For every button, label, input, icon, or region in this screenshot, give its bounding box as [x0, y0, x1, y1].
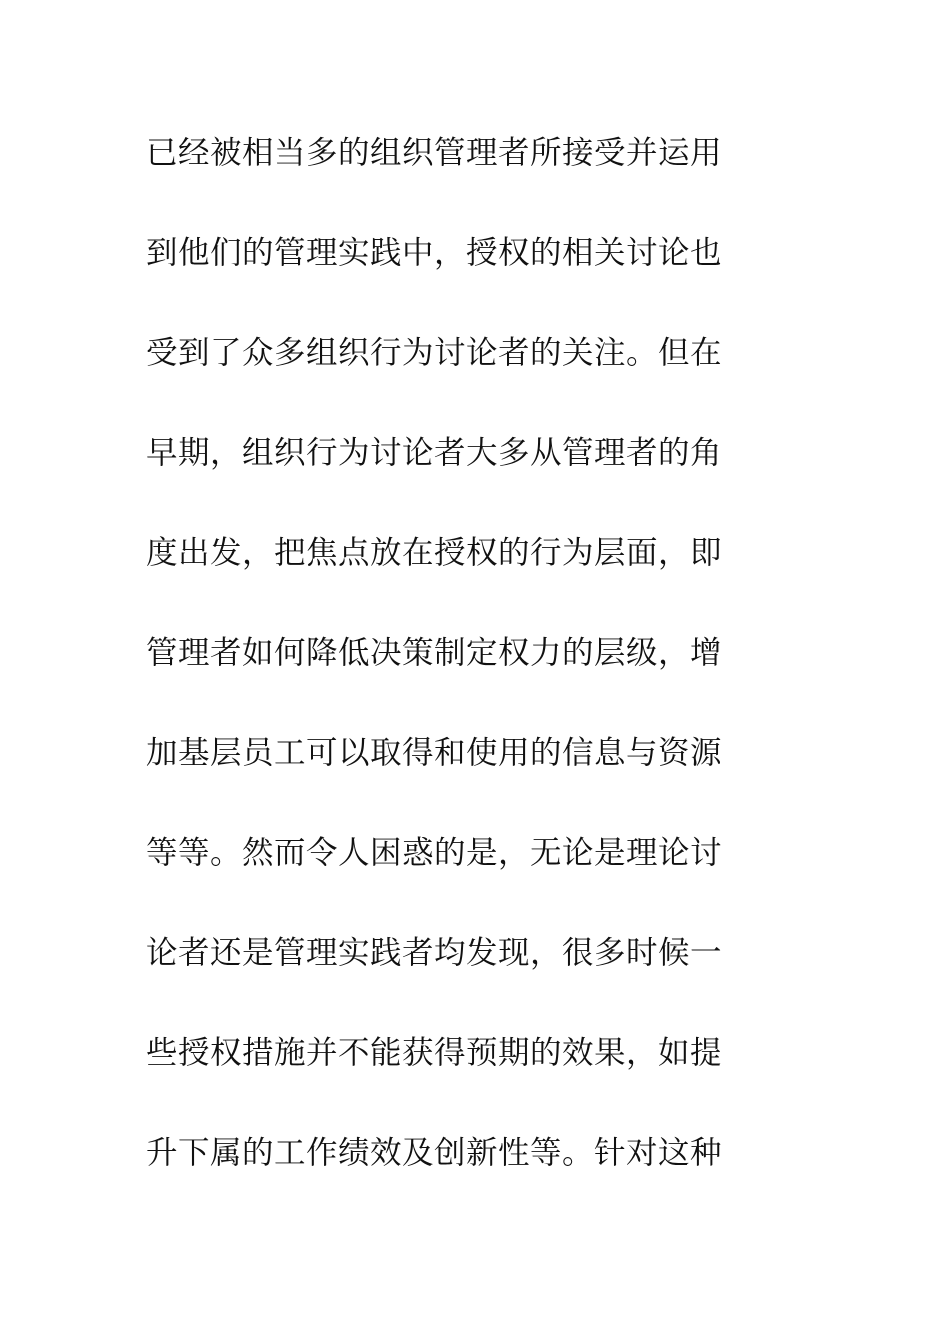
text-line-3: 受到了众多组织行为讨论者的关注。但在 [146, 335, 723, 371]
text-line-2: 到他们的管理实践中，授权的相关讨论也 [146, 235, 723, 271]
text-line-4: 早期，组织行为讨论者大多从管理者的角 [146, 435, 723, 471]
text-line-11: 升下属的工作绩效及创新性等。针对这种 [146, 1135, 723, 1171]
text-line-1: 已经被相当多的组织管理者所接受并运用 [146, 135, 723, 171]
text-line-10: 些授权措施并不能获得预期的效果，如提 [146, 1035, 723, 1071]
body-text [146, 125, 786, 1225]
text-line-7: 加基层员工可以取得和使用的信息与资源 [146, 735, 723, 771]
text-line-6: 管理者如何降低决策制定权力的层级，增 [146, 635, 723, 671]
text-line-5: 度出发，把焦点放在授权的行为层面，即 [146, 535, 723, 571]
text-line-8: 等等。然而令人困惑的是，无论是理论讨 [146, 835, 723, 871]
text-line-9: 论者还是管理实践者均发现，很多时候一 [146, 935, 723, 971]
